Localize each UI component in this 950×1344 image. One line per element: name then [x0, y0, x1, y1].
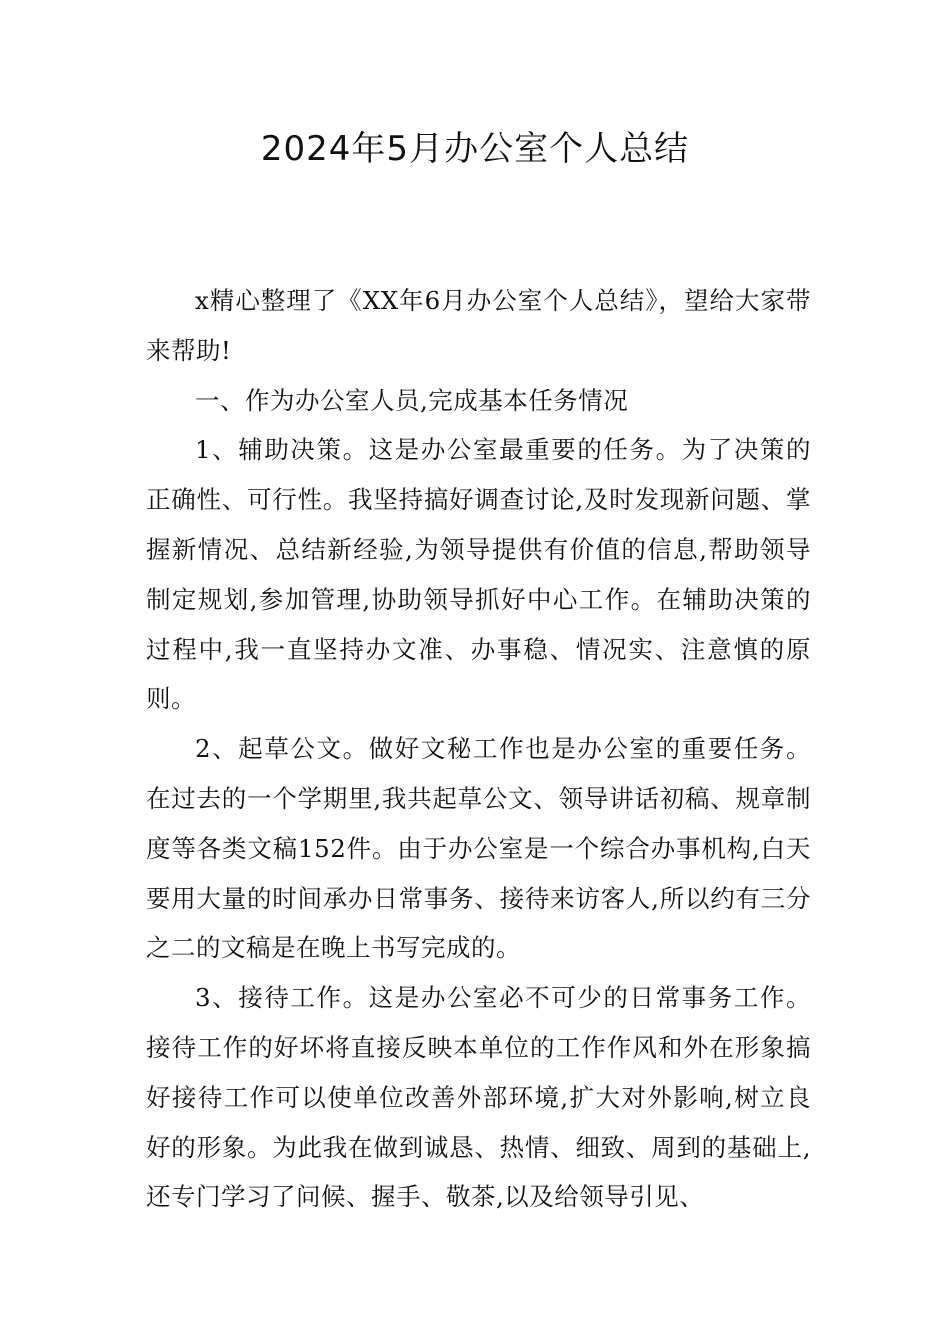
paragraph-drafting-documents: 2、起草公文。做好文秘工作也是办公室的重要任务。在过去的一个学期里,我共起草公文、领导讲话初稿、规章制度等各类文稿152件。由于办公室是一个综合办事机构,白天要用大量的时间承办日常事务、接待来访客人,所以约有三分之二的文稿是在晚上书写完成的。 — [146, 734, 811, 963]
document-body — [146, 276, 811, 1222]
intro-paragraph: x精心整理了《XX年6月办公室个人总结》，望给大家带来帮助! — [146, 286, 811, 365]
paragraph-reception-work: 3、接待工作。这是办公室必不可少的日常事务工作。接待工作的好坏将直接反映本单位的工作作风和外在形象搞好接待工作可以使单位改善外部环境,扩大对外影响,树立良好的形象。为此我在做到诚恳、热情、细致、周到的基础上,还专门学习了问候、握手、敬茶,以及给领导引见、 — [146, 983, 811, 1212]
document-title: 2024年5月办公室个人总结 — [260, 129, 690, 169]
section-heading: 一、作为办公室人员,完成基本任务情况 — [195, 385, 629, 415]
paragraph-decision-support: 1、辅助决策。这是办公室最重要的任务。为了决策的正确性、可行性。我坚持搞好调查讨论,及时发现新问题、掌握新情况、总结新经验,为领导提供有价值的信息,帮助领导制定规划,参加管理,协助领导抓好中心工作。在辅助决策的过程中,我一直坚持办文准、办事稳、情况实、注意慎的原则。 — [146, 435, 811, 714]
